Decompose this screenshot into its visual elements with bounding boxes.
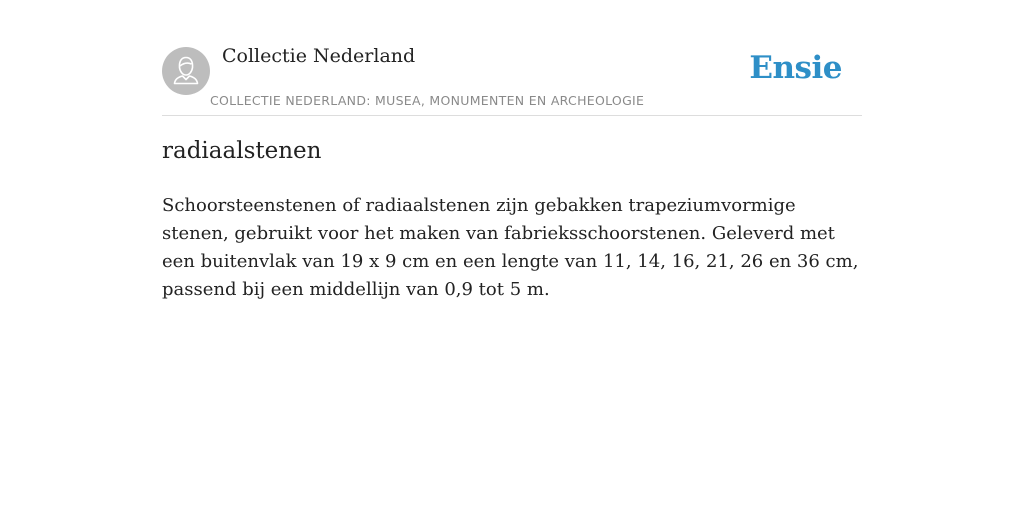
category-label[interactable]: COLLECTIE NEDERLAND: MUSEA, MONUMENTEN EN ARCHEOLOGIE bbox=[210, 93, 645, 108]
header bbox=[162, 0, 862, 116]
user-silhouette-icon bbox=[162, 47, 210, 95]
page-title: radiaalstenen bbox=[162, 138, 322, 164]
author-name[interactable]: Collectie Nederland bbox=[222, 45, 416, 67]
ensie-logo[interactable]: Ensie bbox=[749, 50, 842, 86]
avatar[interactable] bbox=[162, 47, 210, 95]
article-body: Schoorsteenstenen of radiaalstenen zijn gebakken trapeziumvormige stenen, gebruikt voor het maken van fabrieksschoorstenen. Geleverd met een buitenvlak van 19 x 9 cm en een lengte van 11, 14, 16, 21, 26 en 36 cm, passend bij een middellijn van 0,9 tot 5 m. bbox=[162, 195, 859, 300]
